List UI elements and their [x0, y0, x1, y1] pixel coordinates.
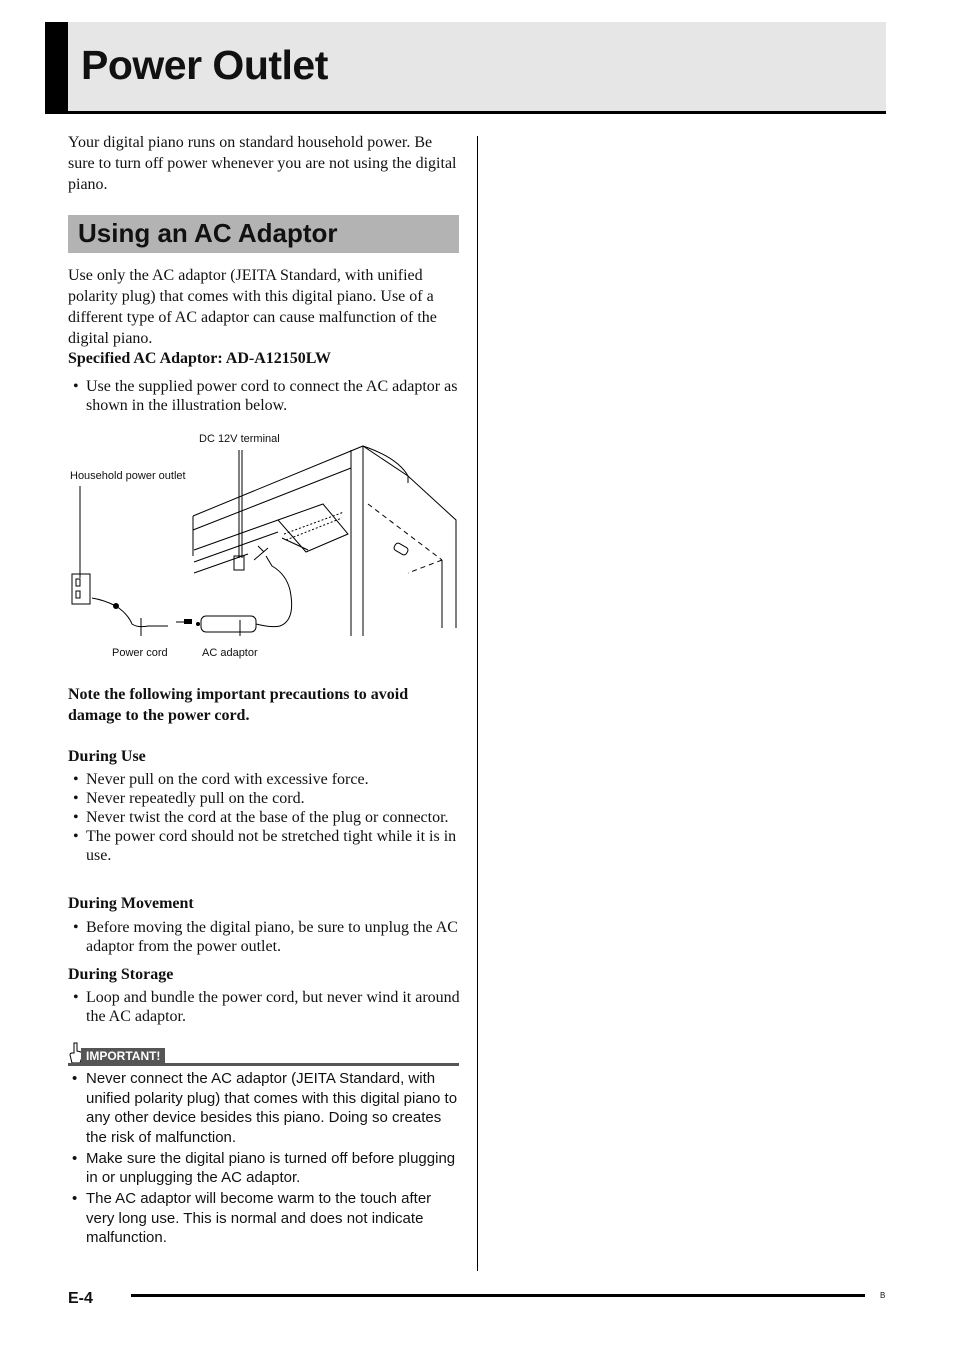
label-dc-terminal: DC 12V terminal: [199, 433, 280, 445]
label-power-cord: Power cord: [112, 647, 168, 659]
during-storage-list: [68, 988, 460, 1026]
label-ac-adaptor: AC adaptor: [202, 647, 258, 659]
during-movement-heading: During Movement: [68, 895, 194, 912]
during-use-heading: During Use: [68, 748, 146, 765]
list-item: • Never connect the AC adaptor (JEITA Standard, with unified polarity plug) that comes with this digital piano to any other device besides this piano. Doing so creates the risk of malfunction.: [72, 1070, 458, 1146]
important-list: [68, 1069, 460, 1249]
column-divider: [477, 136, 478, 1271]
list-item: • Never twist the cord at the base of the plug or connector.: [73, 809, 449, 826]
list-item: • Never repeatedly pull on the cord.: [73, 790, 305, 807]
connection-bullets: [68, 377, 460, 415]
section-band: [68, 215, 459, 253]
page-title: Power Outlet: [81, 42, 328, 88]
section-body: Use only the AC adaptor (JEITA Standard, with unified polarity plug) that comes with this digital piano. Use of a different type of AC adaptor can cause malfunction of the digital piano.: [68, 267, 437, 347]
page-mark: B: [880, 1291, 886, 1300]
list-item: • The AC adaptor will become warm to the touch after very long use. This is normal and does not indicate malfunction.: [72, 1190, 432, 1246]
page-number: E-4: [68, 1290, 93, 1307]
important-tag: IMPORTANT!: [81, 1048, 165, 1064]
label-household-outlet: Household power outlet: [70, 470, 186, 482]
list-item: • Before moving the digital piano, be sure to unplug the AC adaptor from the power outlet.: [73, 919, 458, 955]
list-item: • Never pull on the cord with excessive force.: [73, 771, 369, 788]
piano-connection-drawing: [68, 428, 460, 664]
list-item: • Make sure the digital piano is turned off before plugging in or unplugging the AC adaptor.: [72, 1149, 456, 1186]
list-item: • The power cord should not be stretched tight while it is in use.: [73, 828, 457, 864]
section-title: Using an AC Adaptor: [78, 218, 338, 248]
title-accent-bar: [45, 22, 68, 114]
bullet-glyph: •: [73, 378, 79, 395]
precautions-heading: Note the following important precautions to avoid damage to the power cord.: [68, 686, 409, 724]
during-movement-list: [68, 918, 460, 956]
during-storage-heading: During Storage: [68, 966, 174, 983]
list-item: • Loop and bundle the power cord, but never wind it around the AC adaptor.: [73, 989, 460, 1025]
footer-rule: [131, 1294, 865, 1297]
connection-illustration: [68, 428, 460, 664]
title-band: [45, 22, 886, 114]
important-header: [68, 1041, 459, 1067]
intro-paragraph: Your digital piano runs on standard household power. Be sure to turn off power whenever you are not using the digital piano.: [68, 134, 457, 193]
during-use-list: [68, 770, 460, 865]
list-item: • Use the supplied power cord to connect the AC adaptor as shown in the illustration below.: [73, 378, 458, 414]
specified-adaptor: Specified AC Adaptor: AD-A12150LW: [68, 350, 331, 367]
